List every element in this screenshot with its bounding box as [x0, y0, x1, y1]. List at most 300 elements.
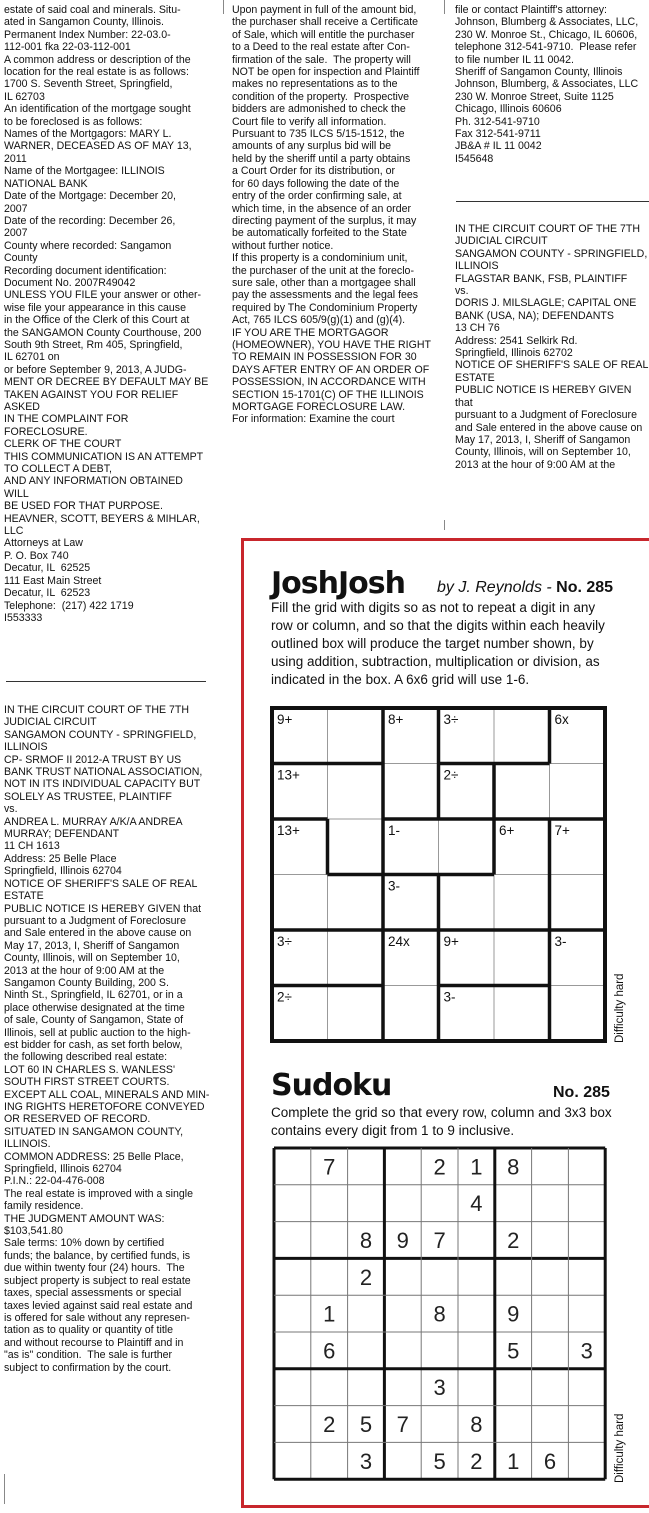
notice-line: 1700 S. Seventh Street, Springfield,	[4, 78, 173, 91]
notice-line: directing payment of the surplus, it may	[232, 214, 417, 227]
joshjosh-cell[interactable]	[330, 988, 382, 1040]
sudoku-cell[interactable]	[570, 1150, 603, 1183]
notice-line: Sheriff of Sangamon County, Illinois	[455, 66, 623, 79]
notice-line: THIS COMMUNICATION IS AN ATTEMPT	[4, 450, 204, 463]
notice-line: ILLINOIS	[455, 260, 499, 273]
sudoku-cell[interactable]	[276, 1371, 309, 1404]
notice-line: NATIONAL BANK	[4, 177, 88, 190]
joshjosh-cell[interactable]	[552, 988, 604, 1040]
sudoku-given: 2	[359, 1264, 373, 1290]
notice-line: MORTGAGE FORECLOSURE LAW.	[232, 401, 406, 413]
notice-line: POSSESSION, IN ACCORDANCE WITH	[232, 376, 426, 389]
notice-line: SITUATED IN SANGAMON COUNTY,	[4, 1125, 184, 1138]
notice-line: taxes levied against said real estate and	[4, 1299, 193, 1312]
notice-line: 230 W. Monroe Street, Suite 1125	[455, 90, 614, 103]
sudoku-cell[interactable]	[497, 1408, 530, 1441]
sudoku-cell[interactable]	[276, 1224, 309, 1257]
cage-clue: 24x	[388, 934, 410, 949]
cage-clue: 3÷	[277, 934, 292, 949]
notice-line: JB&A # IL 11 0042	[455, 140, 542, 153]
joshjosh-cell[interactable]	[552, 877, 604, 929]
notice-line: a Court Order for its distribution, or	[232, 165, 396, 178]
notice-line: LLC	[4, 525, 24, 538]
notice-line: firmation of the sale. The property will	[232, 53, 411, 66]
joshjosh-cell[interactable]	[330, 766, 382, 818]
sudoku-cell[interactable]	[386, 1150, 419, 1183]
notice-line: JUDICIAL CIRCUIT	[455, 235, 548, 248]
notice-line: and Sale entered in the above cause on	[4, 927, 192, 940]
sudoku-given: 8	[470, 1412, 483, 1437]
notice-line: Ninth St., Springfield, IL 62701, or in a	[4, 989, 183, 1002]
joshjosh-cell[interactable]	[496, 766, 548, 818]
notice-line: Act, 765 ILCS 605/9(g)(1) and (g)(4).	[232, 314, 406, 327]
notice-line: SOUTH FIRST STREET COURTS.	[4, 1076, 170, 1089]
notice-line: location for the real estate is as follows:	[4, 66, 189, 79]
sudoku-cell[interactable]	[497, 1260, 530, 1293]
notice-line: JUDICIAL CIRCUIT	[4, 716, 97, 729]
sudoku-grid	[272, 1146, 610, 1484]
notice-line: for 60 days following the date of the	[232, 177, 400, 190]
notice-line: LOT 60 IN CHARLES S. WANLESS'	[4, 1063, 175, 1076]
notice-line: County, Illinois, will on September 10,	[4, 952, 180, 965]
notice-line: subject property is subject to real estate	[4, 1274, 191, 1287]
notice-line: ESTATE	[4, 890, 44, 903]
column-border	[4, 1474, 5, 1504]
notice-line: MENT OR DECREE BY DEFAULT MAY BE	[4, 376, 209, 389]
notice-line: IN THE CIRCUIT COURT OF THE 7TH	[455, 223, 641, 235]
sudoku-cell[interactable]	[313, 1187, 346, 1220]
notice-line: due within twenty four (24) hours. The	[4, 1262, 185, 1275]
notice-line: 2011	[4, 152, 27, 165]
notice-line: amounts of any surplus bid will be	[232, 140, 391, 153]
joshjosh-cell[interactable]	[385, 766, 437, 818]
notice-line: ING RIGHTS HERETOFORE CONVEYED	[4, 1101, 205, 1113]
notice-line: (HOMEOWNER), YOU HAVE THE RIGHT	[232, 338, 431, 351]
sudoku-given: 1	[507, 1448, 520, 1474]
sudoku-cell[interactable]	[570, 1187, 603, 1220]
joshjosh-instructions: Fill the grid with digits so as not to repeat a digit in any row or column, and so that the digits within each heavily outlined box will produce the target number shown, by using addition, subtraction, multiplication or division, as indicated in the box. A 6x6 grid will use 1-6.	[271, 600, 605, 687]
notice-line: COMMON ADDRESS: 25 Belle Place,	[4, 1150, 184, 1163]
sudoku-given: 9	[396, 1228, 409, 1253]
cage-clue: 8+	[388, 712, 404, 727]
notice-line: in the Office of the Clerk of this Court at	[4, 314, 190, 327]
notice-line: NOTICE OF SHERIFF'S SALE OF REAL	[455, 359, 649, 372]
sudoku-cell[interactable]	[276, 1260, 309, 1293]
notice-line: Attorneys at Law	[4, 537, 83, 550]
cage-clue: 9+	[277, 712, 293, 727]
sudoku-given: 3	[433, 1375, 446, 1401]
notice-line: County where recorded: Sangamon	[4, 239, 172, 252]
sudoku-given: 3	[359, 1448, 373, 1474]
notice-line: place otherwise designated at the time	[4, 1001, 185, 1014]
joshjosh-cell[interactable]	[330, 932, 382, 984]
notice-line: Telephone: (217) 422 1719	[4, 599, 134, 612]
notice-line: EXCEPT ALL COAL, MINERALS AND MIN-	[4, 1088, 210, 1101]
notice-column-2	[232, 4, 438, 426]
cage-clue: 13+	[277, 767, 300, 783]
sudoku-cell[interactable]	[386, 1334, 419, 1367]
cage-clue: 3-	[388, 878, 401, 894]
notice-line: ated in Sangamon County, Illinois.	[4, 16, 164, 29]
notice-line: "as is" condition. The sale is further	[4, 1349, 173, 1362]
sudoku-instructions: Complete the grid so that every row, column and 3x3 box contains every digit from 1 to 9 inclusive.	[271, 1105, 612, 1138]
cage-clue: 3-	[443, 989, 456, 1005]
notice-line: CP- SRMOF II 2012-A TRUST BY US	[4, 753, 182, 766]
cage-clue: 6+	[499, 823, 515, 838]
notice-line: County, Illinois, will on September 10,	[455, 446, 631, 459]
sudoku-given: 3	[580, 1338, 593, 1364]
notice-line: Sangamon County Building, 200 S.	[4, 976, 169, 989]
notice-line: funds; the balance, by certified funds, is	[4, 1249, 191, 1262]
notice-line: pursuant to a Judgment of Foreclosure	[4, 914, 186, 927]
notice-line: May 17, 2013, I, Sheriff of Sangamon	[4, 939, 180, 952]
sudoku-cell[interactable]	[350, 1187, 383, 1220]
notice-line: pursuant to a Judgment of Foreclosure	[455, 409, 637, 422]
notice-line: The real estate is improved with a single	[4, 1187, 194, 1200]
sudoku-cell[interactable]	[460, 1371, 493, 1404]
column-border-3b	[444, 520, 445, 530]
sudoku-cell[interactable]	[276, 1187, 309, 1220]
sudoku-title: Sudoku	[271, 1068, 392, 1103]
sudoku-cell[interactable]	[534, 1150, 567, 1183]
joshjosh-cell[interactable]	[552, 766, 604, 818]
sudoku-cell[interactable]	[570, 1297, 603, 1330]
notice-line: Date of the Mortgage: December 20,	[4, 190, 176, 203]
notice-line: Springfield, Illinois 62704	[4, 1163, 122, 1176]
notice-line: the SANGAMON County Courthouse, 200	[4, 326, 202, 339]
notice-line: Johnson, Blumberg & Associates, LLC,	[455, 16, 639, 29]
sudoku-cell[interactable]	[386, 1297, 419, 1330]
sudoku-given: 8	[359, 1228, 373, 1253]
notice-line: the purchaser of the unit at the foreclo-	[232, 264, 414, 277]
sudoku-cell[interactable]	[276, 1408, 309, 1441]
notice-line: SANGAMON COUNTY - SPRINGFIELD,	[455, 247, 648, 260]
cage-clue: 3÷	[443, 712, 459, 727]
sudoku-given: 8	[433, 1301, 446, 1327]
sudoku-cell[interactable]	[534, 1334, 567, 1367]
notice-line: ILLINOIS	[4, 741, 48, 754]
notice-line: Decatur, IL 62523	[4, 587, 91, 600]
joshjosh-cell[interactable]	[385, 988, 437, 1040]
sudoku-cell[interactable]	[460, 1224, 493, 1257]
notice-line: Name of the Mortgagee: ILLINOIS	[4, 165, 165, 178]
joshjosh-number: No. 285	[556, 579, 614, 596]
sudoku-cell[interactable]	[497, 1371, 530, 1404]
sudoku-cell[interactable]	[276, 1150, 309, 1183]
sudoku-cell[interactable]	[570, 1444, 603, 1477]
notice-line: 112-001 fka 22-03-112-001	[4, 41, 131, 54]
notice-line: Chicago, Illinois 60606	[455, 103, 562, 116]
sudoku-given: 7	[396, 1412, 409, 1437]
sudoku-cell[interactable]	[386, 1187, 419, 1220]
notice-line: IL 62703	[4, 90, 45, 103]
sudoku-cell[interactable]	[570, 1408, 603, 1441]
notice-line: Names of the Mortgagors: MARY L.	[4, 128, 172, 141]
notice-line: Upon payment in full of the amount bid,	[232, 4, 417, 16]
notice-line: Springfield, Illinois 62704	[4, 865, 122, 878]
notice-line: Date of the recording: December 26,	[4, 214, 176, 227]
notice-line: NOTICE OF SHERIFF'S SALE OF REAL	[4, 877, 198, 890]
notice-line: IN THE CIRCUIT COURT OF THE 7TH	[4, 704, 190, 716]
notice-line: Fax 312-541-9711	[455, 128, 541, 141]
notice-line: TAKEN AGAINST YOU FOR RELIEF ASKED	[4, 388, 181, 413]
notice-line: the following described real estate:	[4, 1051, 168, 1064]
sudoku-cell[interactable]	[313, 1260, 346, 1293]
joshjosh-cell[interactable]	[496, 988, 548, 1040]
sudoku-cell[interactable]	[570, 1224, 603, 1257]
joshjosh-cell[interactable]	[330, 821, 382, 873]
notice-line: An identification of the mortgage sought	[4, 103, 191, 116]
sudoku-cell[interactable]	[534, 1371, 567, 1404]
notice-line: MURRAY; DEFENDANT	[4, 828, 120, 841]
notice-line: I545648	[455, 152, 494, 165]
notice-line: family residence.	[4, 1200, 84, 1213]
sudoku-cell[interactable]	[534, 1297, 567, 1330]
sudoku-cell[interactable]	[423, 1334, 456, 1367]
notice-line: vs.	[4, 803, 18, 816]
notice-column-3	[455, 4, 649, 165]
notice-column-3b	[455, 223, 649, 471]
joshjosh-cell[interactable]	[496, 710, 548, 762]
notice-line: BANK (USA, NA); DEFENDANTS	[455, 309, 614, 322]
sudoku-cell[interactable]	[460, 1297, 493, 1330]
sudoku-given: 8	[507, 1154, 520, 1180]
notice-line: is offered for sale without any represen-	[4, 1311, 190, 1324]
notice-line: to be foreclosed is as follows:	[4, 115, 143, 128]
column-border-2	[223, 0, 224, 14]
notice-line: WARNER, DECEASED AS OF MAY 13,	[4, 140, 192, 153]
cage-clue: 2÷	[277, 989, 292, 1005]
notice-column-1b	[4, 704, 210, 1374]
notice-line: Springfield, Illinois 62702	[455, 347, 573, 360]
notice-line: ANDREA L. MURRAY A/K/A ANDREA	[4, 815, 183, 828]
notice-line: taxes, special assessments or special	[4, 1287, 182, 1300]
notice-line: and Sale entered in the above cause on	[455, 421, 643, 434]
joshjosh-author: by J. Reynolds -	[437, 579, 557, 596]
notice-line: NOT be open for inspection and Plaintiff	[232, 66, 420, 79]
sudoku-cell[interactable]	[386, 1444, 419, 1477]
sudoku-number: No. 285	[553, 1084, 610, 1101]
notice-line: required by The Condominium Property	[232, 301, 418, 314]
sudoku-given: 5	[433, 1448, 446, 1474]
notice-line: sure sale, other than a mortgagee shall	[232, 276, 416, 289]
sudoku-given: 1	[323, 1301, 336, 1327]
notice-line: 2007	[4, 202, 28, 215]
notice-line: 13 CH 76	[455, 322, 500, 335]
notice-line: vs.	[455, 285, 469, 298]
notice-line: without further notice.	[232, 239, 334, 252]
notice-line: 2007	[4, 227, 28, 240]
cage-clue: 9+	[443, 934, 459, 949]
sudoku-cell[interactable]	[313, 1371, 346, 1404]
sudoku-cell[interactable]	[276, 1334, 309, 1367]
notice-line: condition of the property. Prospective	[232, 90, 410, 103]
notice-line: estate of said coal and minerals. Situ-	[4, 4, 181, 16]
notice-line: AND ANY INFORMATION OBTAINED WILL	[4, 475, 186, 500]
notice-line: SECTION 15-1701(C) OF THE ILLINOIS	[232, 388, 424, 401]
notice-line: which time, in the absence of an order	[232, 202, 412, 215]
notice-line: 2013 at the hour of 9:00 AM at the	[455, 458, 616, 471]
notice-line: telephone 312-541-9710. Please refer	[455, 41, 637, 54]
notice-line: Document No. 2007R49042	[4, 276, 136, 289]
sudoku-cell[interactable]	[423, 1408, 456, 1441]
notice-line: Illinois, sell at public auction to the high-	[4, 1026, 191, 1039]
sudoku-cell[interactable]	[423, 1260, 456, 1293]
notice-line: Permanent Index Number: 22-03.0-	[4, 28, 171, 41]
notice-line: BANK TRUST NATIONAL ASSOCIATION,	[4, 766, 203, 779]
notice-line: 11 CH 1613	[4, 840, 60, 853]
sudoku-cell[interactable]	[534, 1408, 567, 1441]
sudoku-cell[interactable]	[350, 1297, 383, 1330]
notice-line: 2013 at the hour of 9:00 AM at the	[4, 964, 165, 977]
notice-line: IN THE COMPLAINT FOR FORECLOSURE.	[4, 413, 132, 438]
joshjosh-cell[interactable]	[274, 877, 326, 929]
sudoku-cell[interactable]	[534, 1260, 567, 1293]
notice-line: If this property is a condominium unit,	[232, 252, 408, 265]
notice-line: of Sale, which will entitle the purchaser	[232, 28, 415, 41]
notice-column-1	[4, 4, 210, 624]
sudoku-cell[interactable]	[460, 1260, 493, 1293]
sudoku-given: 7	[433, 1228, 446, 1253]
sudoku-cell[interactable]	[570, 1371, 603, 1404]
sudoku-given: 2	[470, 1448, 483, 1474]
column-border-3	[444, 0, 445, 14]
sudoku-given: 1	[470, 1154, 483, 1180]
sudoku-difficulty: Difficulty hard	[614, 1413, 626, 1483]
sudoku-given: 5	[359, 1412, 373, 1437]
cage-clue: 7+	[554, 823, 570, 838]
notice-line: HEAVNER, SCOTT, BEYERS & MIHLAR,	[4, 512, 200, 525]
joshjosh-title: JoshJosh	[271, 566, 405, 601]
sudoku-cell[interactable]	[423, 1187, 456, 1220]
notice-line: FLAGSTAR BANK, FSB, PLAINTIFF	[455, 272, 628, 285]
notice-line: Address: 25 Belle Place	[4, 852, 117, 865]
notice-line: Decatur, IL 62525	[4, 562, 91, 575]
notice-line: tation as to quality or quantity of title	[4, 1324, 174, 1337]
notice-line: Sale terms: 10% down by certified	[4, 1237, 165, 1250]
sudoku-cell[interactable]	[460, 1334, 493, 1367]
notice-line: wise file your appearance in this cause	[4, 301, 186, 314]
joshjosh-cell[interactable]	[496, 932, 548, 984]
sudoku-cell[interactable]	[534, 1187, 567, 1220]
sudoku-cell[interactable]	[350, 1334, 383, 1367]
sudoku-given: 4	[470, 1191, 483, 1217]
notice-divider-3	[456, 201, 649, 202]
cage-clue: 6x	[554, 712, 569, 727]
cage-clue: 1-	[388, 823, 401, 838]
notice-line: South 9th Street, Rm 405, Springfield,	[4, 338, 183, 351]
joshjosh-byline	[437, 579, 613, 597]
sudoku-cell[interactable]	[276, 1444, 309, 1477]
notice-line: DORIS J. MILSLAGLE; CAPITAL ONE	[455, 297, 637, 310]
sudoku-given: 9	[507, 1301, 520, 1327]
notice-line: IL 62701 on	[4, 351, 60, 364]
sudoku-cell[interactable]	[313, 1444, 346, 1477]
notice-line: ESTATE	[455, 371, 495, 384]
notice-line: For information: Examine the court	[232, 413, 395, 426]
notice-line: SOLELY AS TRUSTEE, PLAINTIFF	[4, 790, 172, 803]
joshjosh-grid	[270, 706, 610, 1044]
notice-line: and without recourse to Plaintiff and in	[4, 1336, 184, 1349]
notice-line: THE JUDGMENT AMOUNT WAS:	[4, 1212, 165, 1225]
cage-clue: 2÷	[443, 767, 459, 783]
notice-line: Pursuant to 735 ILCS 5/15-1512, the	[232, 128, 405, 141]
notice-line: UNLESS YOU FILE your answer or other-	[4, 289, 202, 302]
notice-line: Johnson, Blumberg, & Associates, LLC	[455, 78, 639, 91]
joshjosh-cell[interactable]	[330, 877, 382, 929]
notice-line: A common address or description of the	[4, 53, 191, 66]
sudoku-given: 6	[543, 1448, 557, 1474]
notice-line: 230 W. Monroe St., Chicago, IL 60606,	[455, 28, 638, 41]
sudoku-cell[interactable]	[386, 1371, 419, 1404]
notice-line: May 17, 2013, I, Sheriff of Sangamon	[455, 433, 631, 446]
notice-line: to a Deed to the real estate after Con-	[232, 41, 410, 54]
sudoku-cell[interactable]	[276, 1297, 309, 1330]
notice-line: ILLINOIS.	[4, 1138, 51, 1151]
notice-line: TO COLLECT A DEBT,	[4, 463, 112, 476]
notice-line: IF YOU ARE THE MORTGAGOR	[232, 326, 389, 339]
cage-clue: 3-	[554, 934, 567, 949]
notice-line: SANGAMON COUNTY - SPRINGFIELD,	[4, 728, 197, 741]
notice-line: Ph. 312-541-9710	[455, 115, 540, 128]
sudoku-cell[interactable]	[350, 1150, 383, 1183]
sudoku-given: 6	[323, 1338, 336, 1364]
notice-line: or before September 9, 2013, A JUDG-	[4, 363, 187, 376]
notice-line: makes no representations as to the	[232, 78, 398, 91]
notice-line: file or contact Plaintiff's attorney:	[455, 4, 607, 16]
joshjosh-cell[interactable]	[496, 877, 548, 929]
notice-line: BE USED FOR THAT PURPOSE.	[4, 500, 163, 513]
sudoku-cell[interactable]	[534, 1224, 567, 1257]
notice-line: Court file to verify all information.	[232, 115, 387, 128]
notice-line: NOT IN ITS INDIVIDUAL CAPACITY BUT	[4, 778, 201, 791]
sudoku-given: 2	[507, 1228, 520, 1253]
sudoku-cell[interactable]	[350, 1371, 383, 1404]
cage-clue: 13+	[277, 823, 300, 838]
notice-line: entry of the order confirming sale, at	[232, 190, 402, 203]
notice-line: subject to confirmation by the court.	[4, 1361, 172, 1374]
notice-line: P. O. Box 740	[4, 549, 69, 562]
notice-line: CLERK OF THE COURT	[4, 438, 122, 451]
notice-line: pay the assessments and the legal fees	[232, 289, 419, 302]
notice-line: PUBLIC NOTICE IS HEREBY GIVEN that	[455, 384, 635, 409]
sudoku-cell[interactable]	[497, 1187, 530, 1220]
sudoku-given: 7	[323, 1154, 336, 1180]
notice-line: Address: 2541 Selkirk Rd.	[455, 334, 578, 347]
sudoku-cell[interactable]	[570, 1260, 603, 1293]
notice-line: I553333	[4, 611, 43, 624]
notice-line: of sale, County of Sangamon, State of	[4, 1014, 184, 1027]
notice-line: DAYS AFTER ENTRY OF AN ORDER OF	[232, 363, 430, 376]
joshjosh-cell[interactable]	[441, 821, 493, 873]
notice-line: $103,541.80	[4, 1225, 63, 1238]
notice-line: Recording document identification:	[4, 264, 167, 277]
notice-line: 111 East Main Street	[4, 574, 102, 587]
sudoku-cell[interactable]	[386, 1260, 419, 1293]
notice-line: bidders are admonished to check the	[232, 103, 406, 116]
joshjosh-difficulty: Difficulty hard	[614, 973, 626, 1043]
notice-line: TO REMAIN IN POSSESSION FOR 30	[232, 351, 417, 364]
sudoku-cell[interactable]	[313, 1224, 346, 1257]
notice-line: County	[4, 252, 38, 265]
joshjosh-cell[interactable]	[441, 877, 493, 929]
notice-line: est bidder for cash, as set forth below,	[4, 1038, 183, 1051]
sudoku-given: 2	[433, 1154, 446, 1180]
joshjosh-cell[interactable]	[330, 710, 382, 762]
notice-line: PUBLIC NOTICE IS HEREBY GIVEN that	[4, 902, 202, 915]
sudoku-given: 5	[507, 1338, 520, 1364]
notice-divider-1	[6, 681, 206, 682]
